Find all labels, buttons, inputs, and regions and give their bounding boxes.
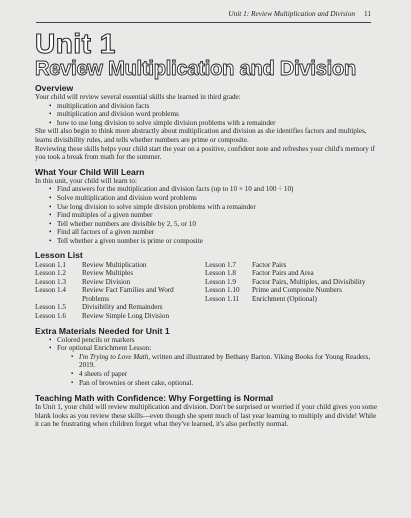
list-item: • Find multiples of a given number	[45, 211, 380, 220]
list-item: • Use long division to solve simple division problems with a remainder	[45, 203, 380, 212]
page-content	[35, 83, 380, 429]
lesson-number: Lesson 1.9	[205, 277, 236, 286]
lesson-number: Lesson 1.8	[205, 269, 236, 278]
lesson-row	[205, 261, 365, 270]
lesson-column-left	[35, 261, 205, 321]
lesson-number: Lesson 1.11	[205, 294, 240, 303]
overview-paragraph: Reviewing these skills helps your child start the year on a positive, confident note and refreshes your child's memory if you took a break from math for the summer.	[35, 144, 375, 162]
list-item	[69, 353, 380, 370]
list-item: • Tell whether a given number is prime or composite	[45, 237, 380, 246]
learn-intro: In this unit, your child will learn to:	[35, 176, 137, 185]
list-item: • Tell whether numbers are divisible by 2, 5, or 10	[45, 220, 380, 229]
lesson-number: Lesson 1.4	[35, 286, 66, 295]
lesson-name: Factor Pairs and Area	[252, 269, 314, 278]
lesson-name: Review Multiplication	[82, 260, 147, 269]
page-number: 11	[363, 9, 371, 18]
lesson-row	[35, 303, 205, 312]
learn-heading: What Your Child Will Learn	[35, 166, 145, 177]
lesson-list-heading: Lesson List	[35, 249, 83, 260]
lesson-number: Lesson 1.1	[35, 260, 66, 269]
running-header	[0, 9, 411, 21]
overview-paragraph: She will also begin to think more abstractly about multiplication and division as she identifies factors and multiples, learns divisibility rules, and tells whether numbers are prime or composite.	[35, 127, 367, 144]
lesson-number: Lesson 1.3	[35, 277, 66, 286]
lesson-row	[205, 295, 365, 304]
lesson-row	[35, 312, 205, 321]
lesson-name: Enrichment (Optional)	[252, 294, 317, 303]
lesson-number: Lesson 1.6	[35, 312, 66, 321]
lesson-row	[205, 278, 365, 287]
header-rule	[36, 22, 371, 23]
lesson-number: Lesson 1.5	[35, 303, 66, 312]
lesson-row	[35, 261, 205, 270]
list-item: • Solve multiplication and division word problems	[45, 194, 380, 203]
lesson-name: Factor Pairs, Multiples, and Divisibility	[252, 277, 366, 286]
teaching-paragraph: In Unit 1, your child will review multiplication and division. Don't be surprised or worried if your child gives you some blank looks as you review these skills—even though she spent much of last year learning to multiply and divide! While it can be frustrating when children forget what they've learned, it's also perfectly normal.	[35, 403, 377, 429]
book-details: , written and illustrated by Bethany Barton. Viking Books for Young Readers, 2019.	[79, 352, 371, 370]
materials-heading: Extra Materials Needed for Unit 1	[35, 325, 170, 336]
overview-intro: Your child will review several essential skills she learned in third grade:	[35, 93, 241, 101]
lesson-name: Divisibility and Remainders	[82, 303, 163, 312]
lesson-row	[35, 278, 205, 287]
lesson-name: Review Fact Families and Word Problems	[82, 286, 174, 303]
lesson-name: Review Simple Long Division	[82, 312, 170, 321]
chapter-title: Review Multiplication and Division	[35, 58, 357, 80]
lesson-name: Factor Pairs	[252, 260, 287, 269]
list-item: • how to use long division to solve simple division problems with a remainder	[45, 119, 380, 128]
list-item: • Find all factors of a given number	[45, 228, 380, 237]
lesson-number: Lesson 1.2	[35, 269, 66, 278]
unit-title: Unit 1	[35, 28, 116, 59]
list-item: ▪ 4 sheets of paper	[69, 370, 380, 379]
lesson-row	[205, 286, 365, 295]
materials-list	[35, 336, 380, 388]
lesson-row	[35, 286, 205, 303]
list-item: • Colored pencils or markers	[45, 336, 380, 345]
running-header-title: Unit 1: Review Multiplication and Division	[228, 9, 355, 18]
lesson-row	[205, 269, 365, 278]
teaching-heading: Teaching Math with Confidence: Why Forgetting is Normal	[35, 393, 274, 404]
lesson-name: Review Multiples	[82, 269, 133, 278]
list-item: • multiplication and division word problems	[45, 110, 380, 119]
lesson-row	[35, 269, 205, 278]
overview-list	[35, 102, 380, 128]
list-item-text: For optional Enrichment Lesson:	[57, 344, 152, 353]
lesson-name: Review Division	[82, 277, 131, 286]
lesson-name: Prime and Composite Numbers	[252, 286, 342, 295]
list-item: ▪ Pan of brownies or sheet cake, optional.	[69, 379, 380, 388]
list-item	[45, 344, 380, 387]
book-title: I'm Trying to Love Math	[79, 352, 149, 361]
list-item: • multiplication and division facts	[45, 102, 380, 111]
lesson-number: Lesson 1.10	[205, 286, 240, 295]
materials-sublist	[69, 353, 380, 387]
lesson-column-right	[205, 261, 365, 321]
lesson-table	[35, 261, 380, 321]
lesson-number: Lesson 1.7	[205, 260, 236, 269]
list-item: • Find answers for the multiplication and division facts (up to 10 × 10 and 100 ÷ 10)	[45, 185, 380, 194]
overview-heading: Overview	[35, 83, 74, 93]
learn-list	[35, 185, 380, 245]
